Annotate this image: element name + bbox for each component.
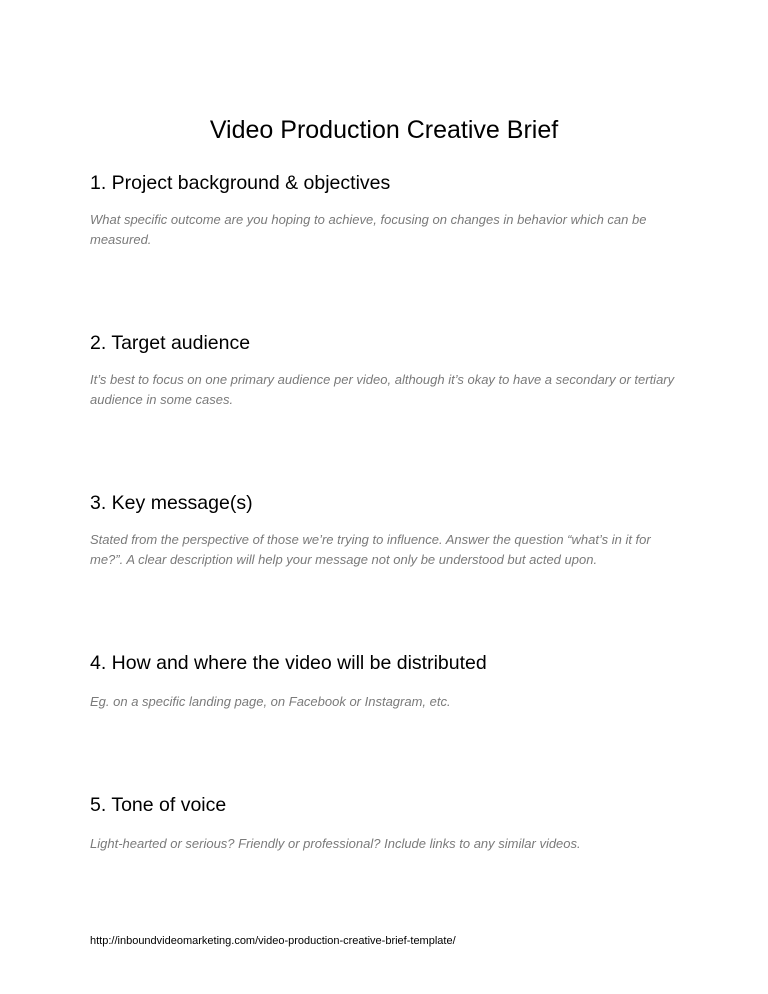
section-description-project-background: What specific outcome are you hoping to achieve, focusing on changes in behavior which can be measured. — [90, 212, 647, 247]
section-description-tone-of-voice: Light-hearted or serious? Friendly or professional? Include links to any similar videos. — [90, 836, 581, 851]
section-description-target-audience: It’s best to focus on one primary audience per video, although it’s okay to have a secondary or tertiary audience in some cases. — [90, 372, 675, 407]
section-heading-tone-of-voice: 5. Tone of voice — [90, 794, 227, 816]
section-heading-project-background: 1. Project background & objectives — [90, 172, 391, 194]
section-heading-key-messages: 3. Key message(s) — [90, 492, 253, 514]
section-description-key-messages: Stated from the perspective of those we’re trying to influence. Answer the question “what’s in it for me?”. A clear description will help your message not only be understood but acted upon. — [90, 532, 651, 567]
page-title: Video Production Creative Brief — [209, 116, 559, 144]
section-description-distribution: Eg. on a specific landing page, on Facebook or Instagram, etc. — [90, 694, 451, 709]
section-heading-distribution: 4. How and where the video will be distributed — [90, 652, 487, 674]
footer-url: http://inboundvideomarketing.com/video-production-creative-brief-template/ — [90, 935, 456, 947]
section-heading-target-audience: 2. Target audience — [90, 332, 251, 354]
